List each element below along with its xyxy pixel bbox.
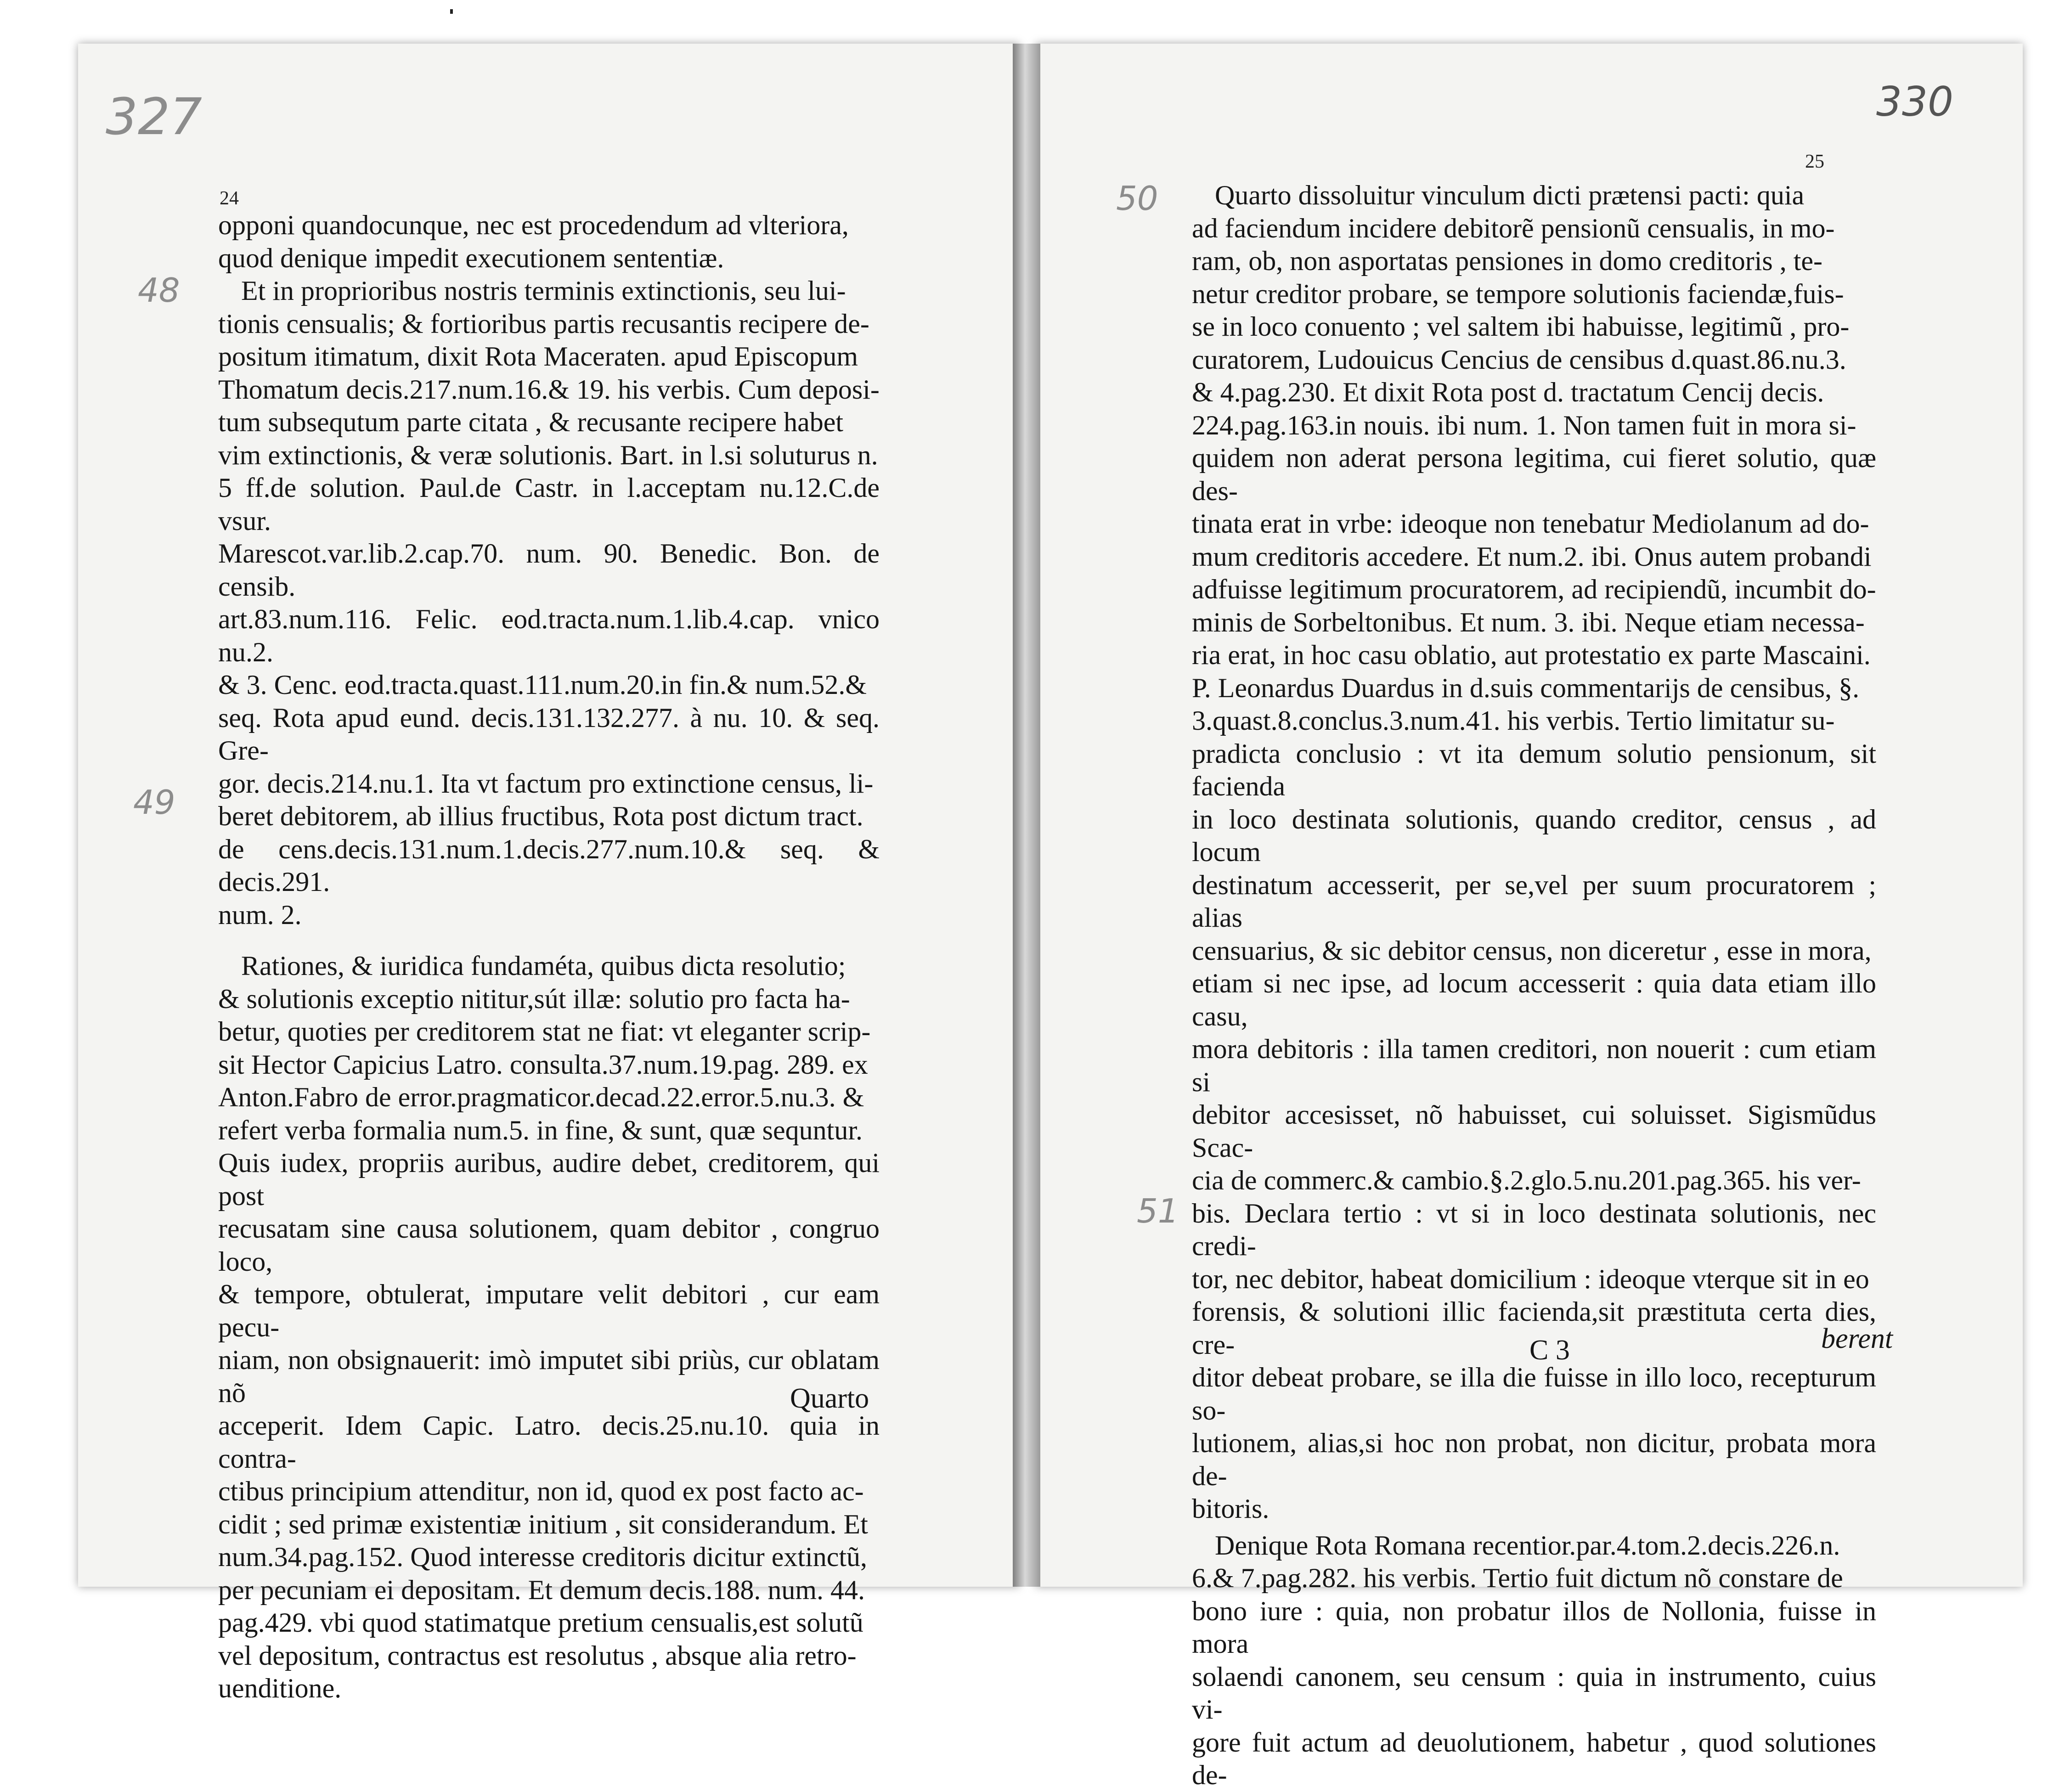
left-catchword: Quarto	[790, 1383, 869, 1414]
right-handwritten-folio: 330	[1876, 78, 1953, 125]
ink-speck	[450, 9, 453, 14]
left-paragraph-1: opponi quandocunque, nec est procedendum ad vlteriora, quod denique impedit executionem sententiæ.	[218, 210, 849, 273]
left-page-text	[218, 209, 880, 1705]
right-margin-note-51: 51	[1137, 1192, 1179, 1230]
right-page-text	[1192, 179, 1876, 1792]
left-paragraph-2: Et in proprioribus nostris terminis extinctionis, seu lui- tionis censualis; & fortioribus partis recusantis recipere de- positum itimatum, dixit Rota Maceraten. apud Episcopum Thomatum decis.217.num.16.& 19. his verbis. Cum deposi- tum subsequtum parte citata , & recusante recipere habet vim extinctionis, & veræ solutionis. Bart. in l.si soluturus n. 5 ff.de solution. Paul.de Castr. in l.acceptam nu.12.C.de vsur. Marescot.var.lib.2.cap.70. num. 90. Benedic. Bon. de censib. art.83.num.116. Felic. eod.tracta.num.1.lib.4.cap. vnico nu.2. & 3. Cenc. eod.tracta.quast.111.num.20.in fin.& num.52.& seq. Rota apud eund. decis.131.132.277. à nu. 10. & seq. Gre- gor. decis.214.nu.1. Ita vt factum pro extinctione census, li- beret debitorem, ab illius fructibus, Rota post dictum tract. de cens.decis.131.num.1.decis.277.num.10.& seq. & decis.291. num. 2.	[218, 276, 880, 930]
left-handwritten-folio: 327	[106, 87, 202, 146]
right-page-number: 25	[1805, 151, 1824, 172]
right-signature-mark: C 3	[1529, 1335, 1570, 1366]
right-margin-note-50: 50	[1116, 179, 1158, 218]
right-paragraph-2: Denique Rota Romana recentior.par.4.tom.2.decis.226.n. 6.& 7.pag.282. his verbis. Tertio fuit dictum nõ constare de bono iure : quia, non probatur illos de Nollonia, fuisse in mora solaendi canonem, seu censum : quia in instrumento, cuius vi- gore fuit actum ad deuolutionem, habetur , quod solutiones de-	[1192, 1530, 1876, 1790]
right-catchword: berent	[1821, 1323, 1893, 1354]
left-margin-note-48: 48	[138, 271, 180, 310]
book-gutter	[1013, 44, 1040, 1587]
left-paragraph-3: Rationes, & iuridica fundaméta, quibus dicta resolutio; & solutionis exceptio nititur,sút illæ: solutio pro facta ha- betur, quoties per creditorem stat ne fiat: vt eleganter scrip- sit Hector Capicius Latro. consulta.37.num.19.pag. 289. ex Anton.Fabro de error.pragmaticor.decad.22.error.5.nu.3. & refert verba formalia num.5. in fine, & sunt, quæ sequntur. Quis iudex, propriis auribus, audire debet, creditorem, qui post recusatam sine causa solutionem, quam debitor , congruo loco, & tempore, obtulerat, imputare velit debitori , cur eam pecu- niam, non obsignauerit: imò imputet sibi priùs, cur oblatam nõ acceperit. Idem Capic. Latro. decis.25.nu.10. quia in contra- ctibus principium attenditur, non id, quod ex post facto ac- cidit ; sed primæ existentiæ initium , sit considerandum. Et num.34.pag.152. Quod interesse creditoris dicitur extinctũ, per pecuniam ei depositam. Et demum decis.188. num. 44. pag.429. vbi quod statimatque pretium censualis,est solutũ vel depositum, contractus est resolutus , absque alia retro- uenditione.	[218, 951, 880, 1703]
left-page-number: 24	[220, 188, 239, 209]
left-margin-note-49: 49	[133, 783, 175, 822]
right-paragraph-1: Quarto dissoluitur vinculum dicti prætensi pacti: quia ad faciendum incidere debitorẽ pensionũ censualis, in mo- ram, ob, non asportatas pensiones in domo creditoris , te- netur creditor probare, se tempore solutionis faciendæ,fuis- se in loco conuento ; vel saltem ibi habuisse, legitimũ , pro- curatorem, Ludouicus Cencius de censibus d.quast.86.nu.3. & 4.pag.230. Et dixit Rota post d. tractatum Cencij decis. 224.pag.163.in nouis. ibi num. 1. Non tamen fuit in mora si- quidem non aderat persona legitima, cui fieret solutio, quæ des- tinata erat in vrbe: ideoque non tenebatur Mediolanum ad do- mum creditoris accedere. Et num.2. ibi. Onus autem probandi adfuisse legitimum procuratorem, ad recipiendũ, incumbit do- minis de Sorbeltonibus. Et num. 3. ibi. Neque etiam necessa- ria erat, in hoc casu oblatio, aut protestatio ex parte Mascaini. P. Leonardus Duardus in d.suis commentarijs de censibus, §. 3.quast.8.conclus.3.num.41. his verbis. Tertio limitatur su- pradicta conclusio : vt ita demum solutio pensionum, sit facienda in loco destinata solutionis, quando creditor, census , ad locum destinatum accesserit, per se,vel per suum procuratorem ; alias censuarius, & sic debitor census, non diceretur , esse in mora, etiam si nec ipse, ad locum accesserit : quia data etiam illo casu, mora debitoris : illa tamen creditori, non nouerit : cum etiam si debitor accesisset, nõ habuisset, cui soluisset. Sigismũdus Scac- cia de commerc.& cambio.§.2.glo.5.nu.201.pag.365. his ver- bis. Declara tertio : vt si in loco destinata solutionis, nec credi- tor, nec debitor, habeat domicilium : ideoque vterque sit in eo forensis, & solutioni illic facienda,sit præstituta certa dies, cre- ditor debeat probare, se illa die fuisse in illo loco, recepturum so- lutionem, alias,si hoc non probat, non dicitur, probata mora de- bitoris.	[1192, 180, 1876, 1524]
